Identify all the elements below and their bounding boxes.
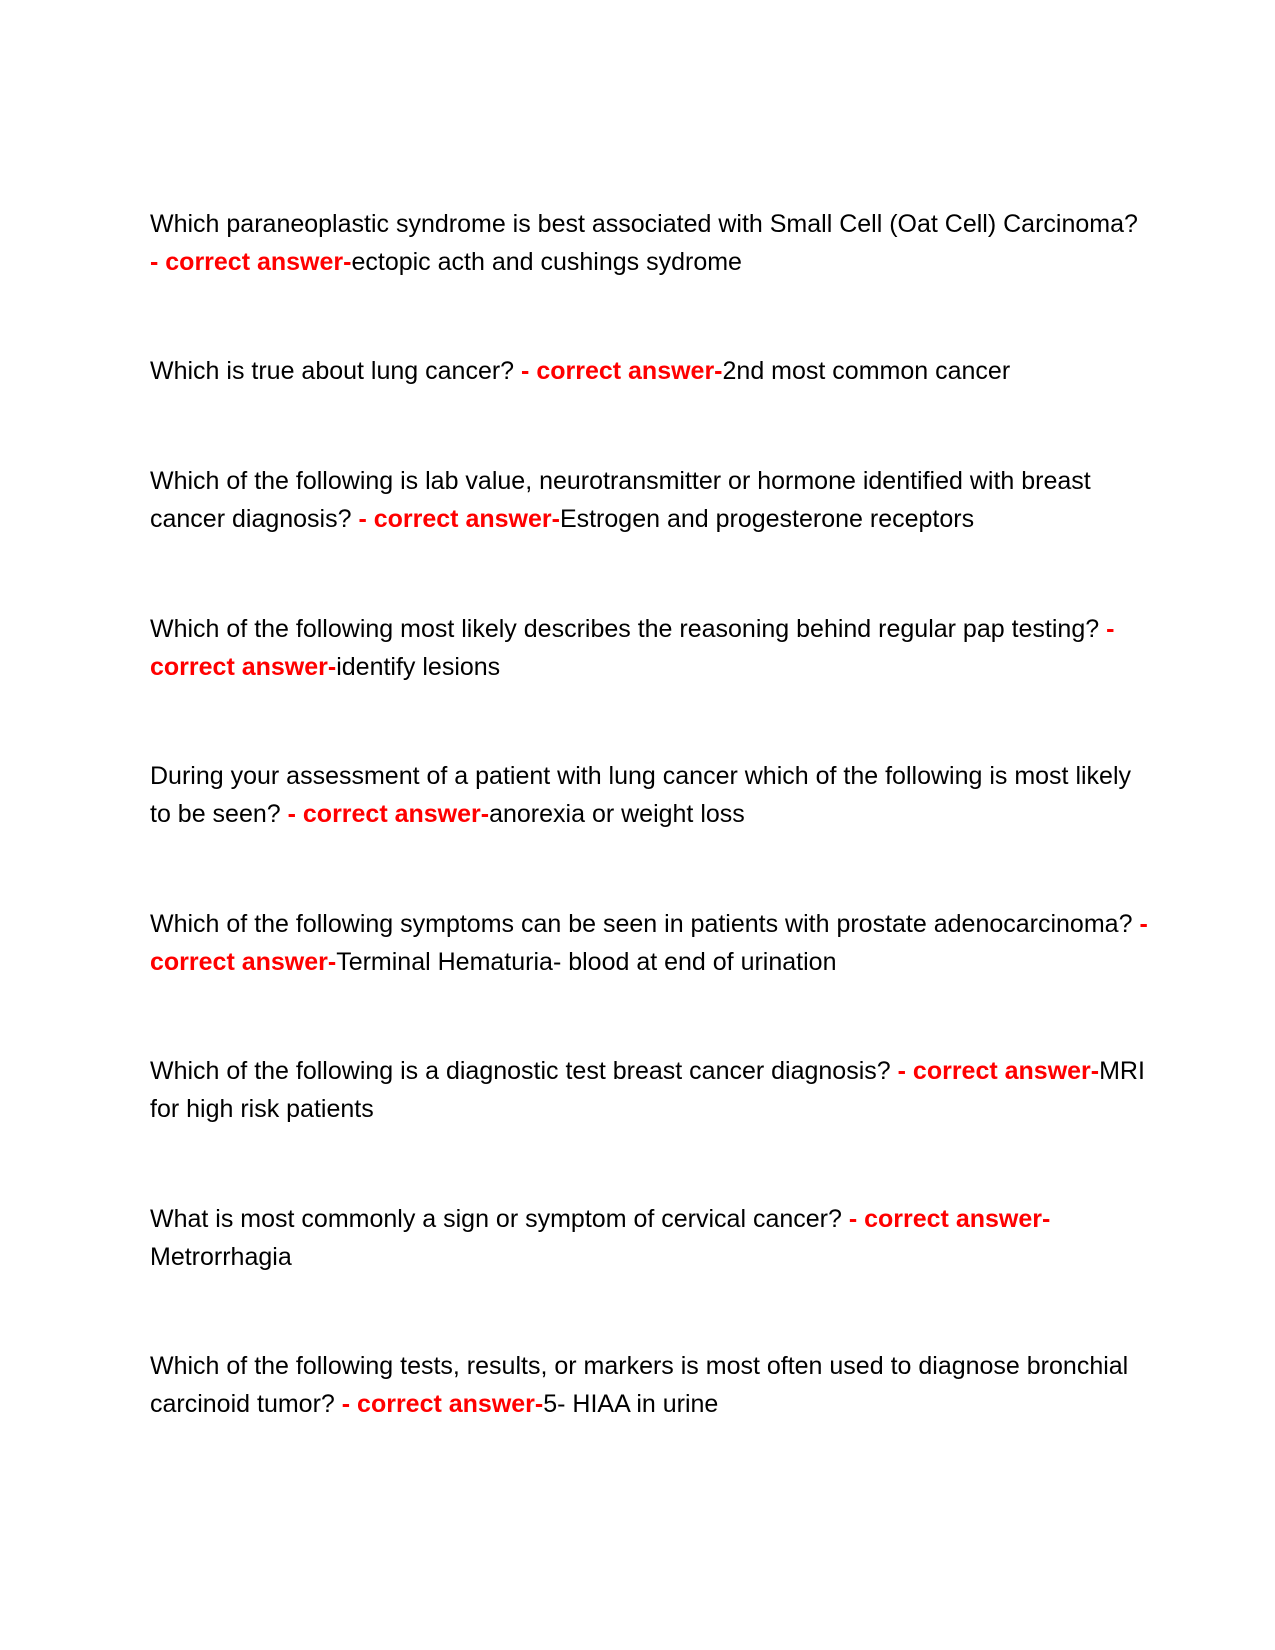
answer-text: Terminal Hematuria- blood at end of urination: [336, 948, 837, 976]
question-text: During your assessment of a patient with lung cancer which of the following is most likely to be seen?: [150, 762, 1132, 828]
qa-item-8: [150, 1200, 1150, 1276]
answer-text: ectopic acth and cushings sydrome: [351, 248, 742, 276]
question-text: Which of the following is a diagnostic test breast cancer diagnosis?: [150, 1057, 891, 1085]
question-text: Which of the following tests, results, or markers is most often used to diagnose bronchial carcinoid tumor?: [150, 1352, 1129, 1418]
qa-item-7: [150, 1052, 1150, 1128]
question-text: Which of the following symptoms can be seen in patients with prostate adenocarcinoma?: [150, 910, 1133, 938]
correct-answer-marker: - correct answer-: [341, 1390, 544, 1418]
qa-item-5: [150, 757, 1150, 833]
qa-item-4: [150, 610, 1150, 686]
correct-answer-marker: - correct answer-: [897, 1057, 1100, 1085]
correct-answer-marker: - correct answer-: [521, 357, 723, 385]
qa-item-1: [150, 205, 1150, 281]
correct-answer-marker: - correct answer-: [848, 1205, 1051, 1233]
answer-text: anorexia or weight loss: [489, 800, 745, 828]
correct-answer-marker: - correct answer-: [358, 505, 560, 533]
question-text: Which of the following is lab value, neurotransmitter or hormone identified with breast cancer diagnosis?: [150, 467, 1091, 533]
qa-item-9: [150, 1347, 1150, 1423]
correct-answer-marker: - correct answer-: [150, 248, 352, 276]
answer-text: identify lesions: [336, 653, 501, 681]
question-text: What is most commonly a sign or symptom of cervical cancer?: [150, 1205, 842, 1233]
qa-item-2: [150, 352, 1150, 390]
answer-text: Metrorrhagia: [150, 1243, 292, 1271]
correct-answer-marker: - correct answer-: [287, 800, 490, 828]
answer-text: MRI for high risk patients: [150, 1057, 1145, 1123]
qa-item-6: [150, 905, 1150, 981]
answer-text: 5- HIAA in urine: [543, 1390, 719, 1418]
question-text: Which of the following most likely describes the reasoning behind regular pap testing?: [150, 615, 1100, 643]
qa-item-3: [150, 462, 1150, 538]
correct-answer-marker: - correct answer-: [150, 910, 1148, 976]
correct-answer-marker: - correct answer-: [150, 615, 1115, 681]
question-text: Which is true about lung cancer?: [150, 357, 515, 385]
answer-text: 2nd most common cancer: [722, 357, 1011, 385]
answer-text: Estrogen and progesterone receptors: [559, 505, 975, 533]
question-text: Which paraneoplastic syndrome is best associated with Small Cell (Oat Cell) Carcinoma?: [150, 210, 1138, 238]
